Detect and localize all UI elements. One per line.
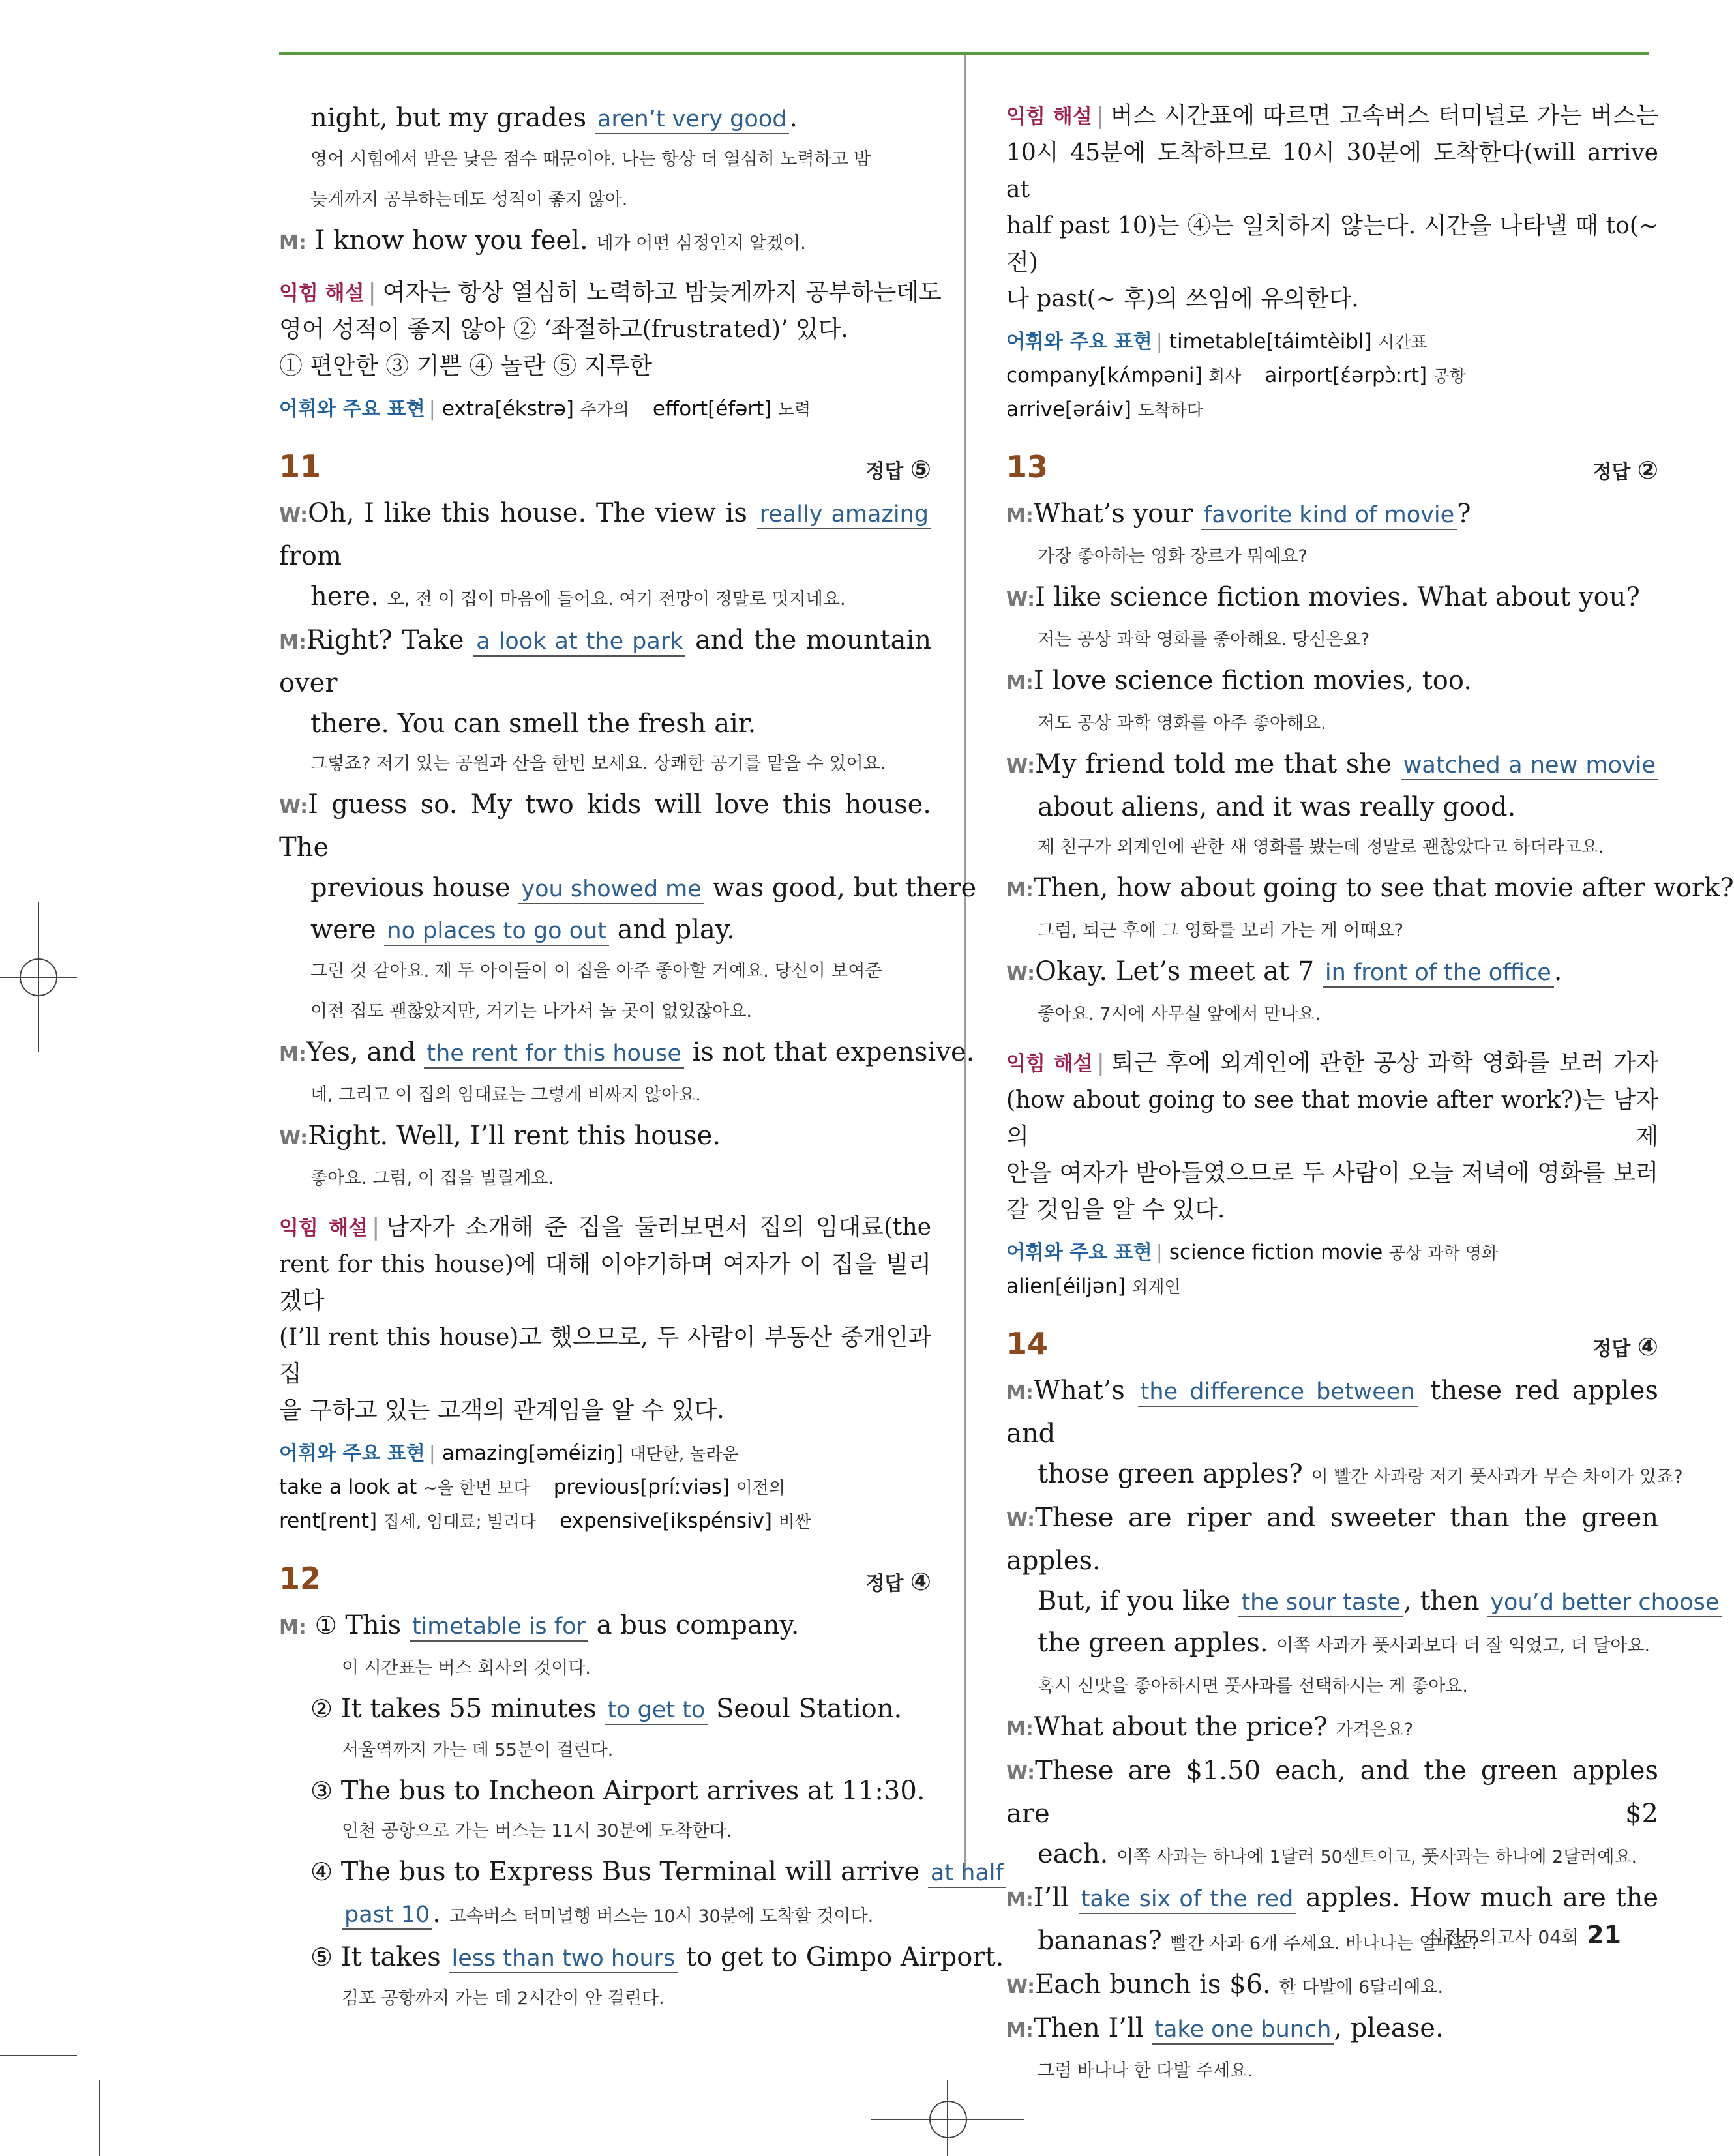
translation: 이 빨간 사과랑 저기 풋사과가 무슨 차이가 있죠? xyxy=(1311,1467,1683,1487)
translation: 그런 것 같아요. 제 두 아이들이 이 집을 아주 좋아할 거예요. 당신이 보여준 xyxy=(310,961,882,981)
explanation: 익힘 해설 | 퇴근 후에 외계인에 관한 공상 과학 영화를 보러 가자 (how about going to see that movie after work?)는 남자의 제 안을 여자가 받아들였으므로 두 사람이 오늘 저녁에 영화를 보러 갈 것임을 알 수 있다. xyxy=(1006,1050,1659,1223)
blank-answer: the rent for this house xyxy=(424,1041,684,1069)
speaker-label: M: xyxy=(279,1616,306,1639)
blank-answer: take six of the red xyxy=(1079,1886,1296,1914)
translation: 제 친구가 외계인에 관한 새 영화를 봤는데 정말로 괜찮았다고 하더라고요. xyxy=(1038,837,1604,857)
speaker-label: M: xyxy=(1006,879,1034,902)
explanation-label: 익힘 해설 xyxy=(279,282,365,305)
vocabulary-label: 어휘와 주요 표현 xyxy=(1006,1241,1152,1264)
blank-answer: to get to xyxy=(605,1697,708,1725)
translation: 이쪽 사과가 풋사과보다 더 잘 익었고, 더 달아요. xyxy=(1276,1636,1651,1656)
question-number: 13 xyxy=(1006,449,1049,484)
translation: 그렇죠? 저기 있는 공원과 산을 한번 보세요. 상쾌한 공기를 맡을 수 있어요. xyxy=(310,754,886,774)
speaker-label: M: xyxy=(1006,2019,1034,2042)
speaker-label: M: xyxy=(1006,505,1034,527)
right-column xyxy=(1006,98,1734,2091)
explanation: 익힘 해설 | 여자는 항상 열심히 노력하고 밤늦게까지 공부하는데도 영어 성적이 좋지 않아 ② ‘좌절하고(frustrated)’ 있다. ① 편안한 ③ 기쁜 ④ 놀란 ⑤ 지루한 xyxy=(279,279,942,379)
translation: 빨간 사과 6개 주세요. 바나나는 얼마죠? xyxy=(1170,1934,1480,1954)
explanation: 익힘 해설 | 남자가 소개해 준 집을 둘러보면서 집의 임대료(the rent for this house)에 대해 이야기하며 여자가 이 집을 빌리겠다 (I’ll rent this house)고 했으므로, 두 사람이 부동산 중개인과 집 을 구하고 있는 고객의 관계임을 알 수 있다. xyxy=(279,1214,931,1424)
question-number: 11 xyxy=(279,449,321,484)
explanation: 익힘 해설 | 버스 시간표에 따르면 고속버스 터미널로 가는 버스는 10시 45분에 도착하므로 10시 30분에 도착한다(will arrive at half past 10)는 ④는 일치하지 않는다. 시간을 나타낼 때 to(~ 전) 나 past(~ 후)의 쓰임에 유의한다. xyxy=(1006,102,1658,312)
exam-title: 실전모의고사 04회 xyxy=(1426,1927,1579,1948)
speaker-label: W: xyxy=(1006,1762,1036,1784)
vocabulary: 어휘와 주요 표현 | timetable[táimtèibl] 시간표 company[kʌ́mpəni] 회사 airport[ɛ́ərpɔ̀ːrt] 공항 arrive[əráiv] 도착하다 xyxy=(1006,330,1466,421)
blank-answer: take one bunch xyxy=(1152,2016,1334,2045)
blank-answer: watched a new movie xyxy=(1401,752,1658,780)
question-12-explanation xyxy=(1006,98,1658,427)
translation: 네, 그리고 이 집의 임대료는 그렇게 비싸지 않아요. xyxy=(310,1085,701,1105)
explanation-label: 익힘 해설 xyxy=(1006,1052,1093,1076)
question-11: 11 정답 ⑤ W:Oh, I like this house. The view is really amazing from here. 오, 전 이 집이 마음에 들어요. 여기 전망이 정말로 멋지네요. M:Right? Take a look at the park and the mountain over there. You can smell the fresh air. 그렇죠? 저기 있는 공원과 산을 한번 보세요. 상쾌한 공기를 맡을 수 있어요. W:I guess so. My two kids will love this house. The previous house you showed me was good, but there were no places to go out and play. 그런 것 같아요. 제 두 아이들이 이 집을 아주 좋아할 거예요. 당신이 보여준 이전 집도 괜찮았지만, 거기는 나가서 놀 곳이 없었잖아요. M:Yes, and the rent for this house is not that expensive. 네, 그리고 이 집의 임대료는 그렇게 비싸지 않아요. W:Right. Well, I’ll rent this house. 좋아요. 그럼, 이 집을 빌릴게요. 익힘 해설 | 남자가 소개해 준 집을 둘러보면서 집의 임대료(the rent for this house)에 대해 이야기하며 여자가 이 집을 빌리겠다 (I’ll rent this house)고 했으므로, 두 사람이 부동산 중개인과 집 을 구하고 있는 고객의 관계임을 알 수 있다. 어휘와 주요 표현 | amazing[əméiziŋ] 대단한, 놀라운 take a look at ~을 한번 보다 previous[príːviəs] 이전의 rent[rent] 집세, 임대료; 빌리다 expensive[ikspénsiv] 비싼 xyxy=(279,449,931,1539)
blank-answer: the sour taste xyxy=(1238,1589,1403,1617)
translation: 오, 전 이 집이 마음에 들어요. 여기 전망이 정말로 멋지네요. xyxy=(387,589,846,610)
blank-answer: in front of the office xyxy=(1323,960,1554,988)
translation: 좋아요. 그럼, 이 집을 빌릴게요. xyxy=(310,1168,554,1189)
translation: 서울역까지 가는 데 55분이 걸린다. xyxy=(342,1740,614,1760)
question-14: 14 정답 ④ M:What’s the difference between these red apples and those green apples? 이 빨간 사과랑 저기 풋사과가 무슨 차이가 있죠? W:These are riper and sweeter than the green apples. But, if you like the sour taste , then you’d better choose the green apples. 이쪽 사과가 풋사과보다 더 잘 익었고, 더 달아요. 혹시 신맛을 좋아하시면 풋사과를 선택하시는 게 좋아요. M:What about the price? 가격은요? W:These are $1.50 each, and the green apples are $2 each. 이쪽 사과는 하나에 1달러 50센트이고, 풋사과는 하나에 2달러예요. M:I’ll take six of the red apples. How much are the bananas? 빨간 사과 6개 주세요. 바나나는 얼마죠? W:Each bunch is $6. 한 다발에 6달러예요. M:Then I’ll take one bunch , please. 그럼 바나나 한 다발 주세요. xyxy=(1006,1326,1658,2091)
translation: 저도 공상 과학 영화를 아주 좋아해요. xyxy=(1038,713,1326,733)
translation: 한 다발에 6달러예요. xyxy=(1279,1977,1444,1998)
speaker-label: M: xyxy=(1006,1718,1034,1741)
translation: 김포 공항까지 가는 데 2시간이 안 걸린다. xyxy=(342,1988,665,2009)
translation: 좋아요. 7시에 사무실 앞에서 만나요. xyxy=(1038,1004,1321,1024)
blank-answer: favorite kind of movie xyxy=(1201,502,1457,530)
speaker-label: M: xyxy=(279,1043,306,1066)
column-divider xyxy=(964,55,966,1880)
answer-key: 정답 ⑤ xyxy=(865,455,931,484)
speaker-label: W: xyxy=(1006,755,1036,778)
speaker-label: W: xyxy=(1006,1509,1036,1531)
blank-answer: less than two hours xyxy=(449,1945,678,1973)
explanation-label: 익힘 해설 xyxy=(279,1217,368,1240)
dialogue-line: night, but my grades aren’t very good . xyxy=(310,103,798,133)
blank-answer: at half xyxy=(928,1860,1006,1888)
question-13: 13 정답 ② M:What’s your favorite kind of movie ? 가장 좋아하는 영화 장르가 뭐예요? W:I like science fiction movies. What about you? 저는 공상 과학 영화를 좋아해요. 당신은요? M:I love science fiction movies, too. 저도 공상 과학 영화를 아주 좋아해요. W:My friend told me that she watched a new movie about aliens, and it was really good. 제 친구가 외계인에 관한 새 영화를 봤는데 정말로 괜찮았다고 하더라고요. M:Then, how about going to see that movie after work? 그럼, 퇴근 후에 그 영화를 보러 가는 게 어때요? W:Okay. Let’s meet at 7 in front of the office . 좋아요. 7시에 사무실 앞에서 만나요. 익힘 해설 | 퇴근 후에 외계인에 관한 공상 과학 영화를 보러 가자 (how about going to see that movie after work?)는 남자의 제 안을 여자가 받아들였으므로 두 사람이 오늘 저녁에 영화를 보러 갈 것임을 알 수 있다. 어휘와 주요 표현 | science fiction movie 공상 과학 영화 alien[éiljən] 외계인 xyxy=(1006,449,1658,1304)
question-12: 12 정답 ④ M: ① This timetable is for a bus company. 이 시간표는 버스 회사의 것이다. ② It takes 55 minutes to get to Seoul Station. 서울역까지 가는 데 55분이 걸린다. ③ The bus to Incheon Airport arrives at 11:30. 인천 공항으로 가는 버스는 11시 30분에 도착한다. ④ The bus to Express Bus Terminal will arrive at half past 10 . 고속버스 터미널행 버스는 10시 30분에 도착할 것이다. ⑤ It takes less than two hours to get to Gimpo Airport. 김포 공항까지 가는 데 2시간이 안 걸린다. xyxy=(279,1561,931,2019)
top-rule xyxy=(279,52,1649,55)
blank-answer: timetable is for xyxy=(410,1614,588,1642)
speaker-label: W: xyxy=(279,504,308,527)
answer-key: 정답 ④ xyxy=(1592,1333,1658,1361)
translation: 고속버스 터미널행 버스는 10시 30분에 도착할 것이다. xyxy=(449,1906,874,1927)
translation: 가장 좋아하는 영화 장르가 뭐예요? xyxy=(1038,546,1308,567)
vocabulary: 어휘와 주요 표현 | science fiction movie 공상 과학 영화 alien[éiljən] 외계인 xyxy=(1006,1241,1499,1298)
translation: 혹시 신맛을 좋아하시면 풋사과를 선택하시는 게 좋아요. xyxy=(1038,1676,1468,1696)
speaker-label: M: xyxy=(279,231,306,254)
question-number: 12 xyxy=(279,1561,321,1596)
translation: 네가 어떤 심정인지 알겠어. xyxy=(596,233,806,254)
speaker-label: M: xyxy=(1006,1381,1034,1404)
blank-answer: no places to go out xyxy=(384,918,609,946)
left-column xyxy=(279,98,1004,2019)
speaker-label: M: xyxy=(1006,1889,1034,1912)
speaker-label: W: xyxy=(279,795,308,818)
translation: 이 시간표는 버스 회사의 것이다. xyxy=(342,1658,591,1678)
page-footer xyxy=(1426,1921,1621,1949)
vocabulary-label: 어휘와 주요 표현 xyxy=(279,398,425,421)
blank-answer: aren’t very good xyxy=(595,106,790,134)
blank-answer: past 10 xyxy=(342,1902,432,1930)
question-number: 14 xyxy=(1006,1326,1049,1361)
blank-answer: really amazing xyxy=(757,501,931,529)
translation: 늦게까지 공부하는데도 성적이 좋지 않아. xyxy=(310,190,628,210)
blank-answer: the difference between xyxy=(1138,1379,1418,1407)
vocabulary: 어휘와 주요 표현 | extra[ékstrə] 추가의 effort[éfərt] 노력 xyxy=(279,397,811,421)
speaker-label: M: xyxy=(1006,672,1034,694)
speaker-label: W: xyxy=(1006,1975,1036,1998)
translation: 가격은요? xyxy=(1336,1720,1414,1740)
explanation-label: 익힘 해설 xyxy=(1006,105,1092,128)
vocabulary-label: 어휘와 주요 표현 xyxy=(1006,331,1152,353)
translation: 이전 집도 괜찮았지만, 거기는 나가서 놀 곳이 없었잖아요. xyxy=(310,1001,753,1022)
answer-key: 정답 ④ xyxy=(865,1567,931,1596)
speaker-label: W: xyxy=(279,1127,308,1149)
answer-key: 정답 ② xyxy=(1592,456,1658,484)
speaker-label: M: xyxy=(279,631,306,654)
speaker-label: W: xyxy=(1006,588,1036,611)
intro-block: night, but my grades aren’t very good . 영어 시험에서 받은 낮은 점수 때문이야. 나는 항상 더 열심히 노력하고 밤 늦게까지 공부하는데도 성적이 좋지 않아. M: I know how you feel. 네가 어떤 심정인지 알겠어. 익힘 해설 | 여자는 항상 열심히 노력하고 밤늦게까지 공부하는데도 영어 성적이 좋지 않아 ② ‘좌절하고(frustrated)’ 있다. ① 편안한 ③ 기쁜 ④ 놀란 ⑤ 지루한 어휘와 주요 표현 | extra[ékstrə] 추가의 effort[éfərt] 노력 xyxy=(279,98,931,426)
blank-answer: you’d better choose xyxy=(1487,1589,1722,1617)
vocabulary: 어휘와 주요 표현 | amazing[əméiziŋ] 대단한, 놀라운 take a look at ~을 한번 보다 previous[príːviəs] 이전의 rent[rent] 집세, 임대료; 빌리다 expensive[ikspénsiv] 비싼 xyxy=(279,1441,811,1533)
translation: 그럼, 퇴근 후에 그 영화를 보러 가는 게 어때요? xyxy=(1038,921,1404,941)
page-number: 21 xyxy=(1587,1921,1621,1949)
translation: 이쪽 사과는 하나에 1달러 50센트이고, 풋사과는 하나에 2달러예요. xyxy=(1116,1847,1637,1867)
translation: 인천 공항으로 가는 버스는 11시 30분에 도착한다. xyxy=(342,1821,732,1841)
blank-answer: you showed me xyxy=(518,876,704,904)
vocabulary-label: 어휘와 주요 표현 xyxy=(279,1442,425,1465)
translation: 그럼 바나나 한 다발 주세요. xyxy=(1038,2061,1253,2081)
translation: 저는 공상 과학 영화를 좋아해요. 당신은요? xyxy=(1038,630,1370,650)
speaker-label: W: xyxy=(1006,962,1036,985)
blank-answer: a look at the park xyxy=(473,628,685,657)
translation: 영어 시험에서 받은 낮은 점수 때문이야. 나는 항상 더 열심히 노력하고 밤 xyxy=(310,149,871,170)
